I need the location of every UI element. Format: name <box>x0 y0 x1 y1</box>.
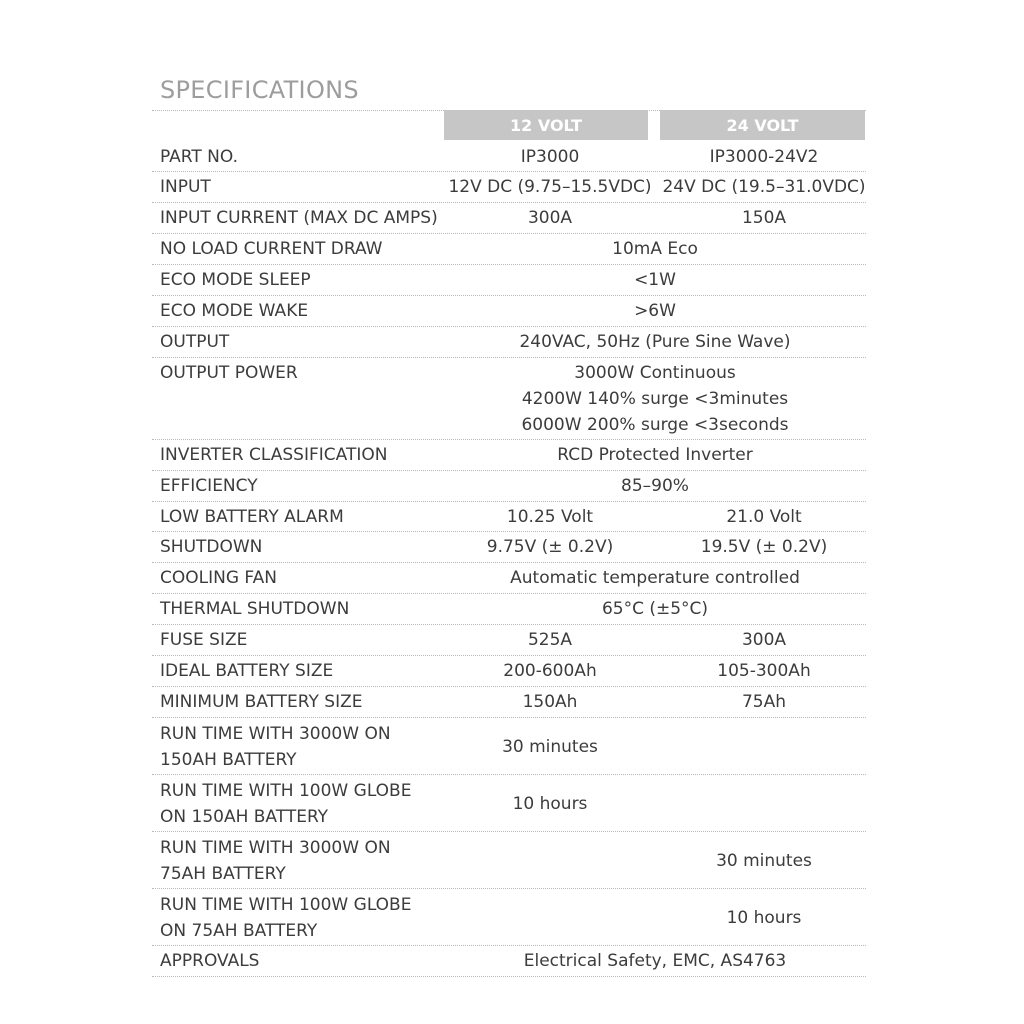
spec-label-line: INVERTER CLASSIFICATION <box>160 445 388 465</box>
spec-label <box>160 473 258 499</box>
spec-row <box>152 656 866 687</box>
spec-label-line: EFFICIENCY <box>160 476 258 496</box>
spec-value-12v <box>446 791 654 817</box>
spec-value-24v <box>660 658 868 684</box>
spec-label-line: ECO MODE SLEEP <box>160 270 311 290</box>
spec-value-both-line: Electrical Safety, EMC, AS4763 <box>523 951 787 971</box>
spec-value-24v-line: 21.0 Volt <box>726 507 802 527</box>
spec-value-both-line: 65°C (±5°C) <box>601 599 709 619</box>
spec-label-line: 75AH BATTERY <box>160 864 286 884</box>
spec-value-24v <box>660 905 868 931</box>
spec-label-line: APPROVALS <box>160 951 260 971</box>
spec-row <box>152 440 866 471</box>
spec-value-both <box>442 596 868 622</box>
spec-label-line: RUN TIME WITH 100W GLOBE <box>160 781 412 801</box>
spec-label-line: OUTPUT <box>160 332 230 352</box>
spec-label-line: RUN TIME WITH 3000W ON <box>160 724 391 744</box>
spec-value-24v-line: 105-300Ah <box>717 661 811 681</box>
spec-value-24v-line: 75Ah <box>741 692 787 712</box>
spec-label <box>160 892 411 944</box>
spec-value-24v <box>660 504 868 530</box>
spec-row <box>152 142 866 172</box>
spec-value-12v-line: 525A <box>527 630 573 650</box>
spec-label <box>160 144 238 170</box>
spec-value-24v <box>660 689 868 715</box>
spec-value-both <box>442 236 868 262</box>
spec-value-12v <box>446 734 654 760</box>
spec-label <box>160 329 229 355</box>
spec-label-line: OUTPUT POWER <box>160 363 298 383</box>
spec-label-line: INPUT <box>160 177 211 197</box>
spec-row <box>152 889 866 946</box>
spec-value-12v <box>446 504 654 530</box>
spec-label-line: IDEAL BATTERY SIZE <box>160 661 334 681</box>
spec-label-line: PART NO. <box>160 147 238 167</box>
spec-value-both <box>442 267 868 293</box>
spec-value-both-line: 10mA Eco <box>612 239 698 259</box>
spec-value-24v <box>660 627 868 653</box>
spec-value-12v-line: 200-600Ah <box>503 661 597 681</box>
spec-row <box>152 832 866 889</box>
spec-label <box>160 565 277 591</box>
spec-row <box>152 358 866 440</box>
spec-value-24v-line: 30 minutes <box>716 851 812 871</box>
spec-row <box>152 234 866 265</box>
spec-value-both-line: RCD Protected Inverter <box>557 445 753 465</box>
spec-value-24v-line: 300A <box>741 630 787 650</box>
spec-value-12v <box>446 205 654 231</box>
spec-label-line: MINIMUM BATTERY SIZE <box>160 692 363 712</box>
spec-row <box>152 563 866 594</box>
spec-value-12v-line: 300A <box>527 208 573 228</box>
spec-row <box>152 471 866 502</box>
spec-value-both <box>442 360 868 438</box>
spec-value-both-line: Automatic temperature controlled <box>510 568 800 588</box>
spec-row <box>152 775 866 832</box>
spec-label-line: ON 75AH BATTERY <box>160 921 318 941</box>
spec-value-24v <box>660 848 868 874</box>
spec-label-line: ECO MODE WAKE <box>160 301 309 321</box>
spec-label <box>160 835 391 887</box>
spec-label-line: NO LOAD CURRENT DRAW <box>160 239 383 259</box>
column-header-24-volt: 24 VOLT <box>660 110 865 140</box>
spec-label <box>160 298 308 324</box>
spec-value-12v <box>446 689 654 715</box>
spec-label <box>160 504 344 530</box>
spec-value-12v-line: 10 hours <box>512 794 588 814</box>
spec-value-both-line: 240VAC, 50Hz (Pure Sine Wave) <box>519 332 791 352</box>
spec-value-12v-line: 30 minutes <box>502 737 598 757</box>
spec-row <box>152 946 866 977</box>
spec-label <box>160 267 311 293</box>
spec-label-line: ON 150AH BATTERY <box>160 807 329 827</box>
spec-label <box>160 948 259 974</box>
spec-value-12v-line: IP3000 <box>520 147 580 167</box>
spec-row <box>152 172 866 203</box>
spec-label <box>160 174 211 200</box>
spec-value-24v <box>660 205 868 231</box>
spec-label-line: SHUTDOWN <box>160 537 263 557</box>
spec-value-24v-line: 150A <box>741 208 787 228</box>
spec-value-both-line: 85–90% <box>621 476 689 496</box>
spec-value-both <box>442 565 868 591</box>
spec-value-12v-line: 9.75V (± 0.2V) <box>486 537 614 557</box>
spec-label <box>160 627 247 653</box>
spec-label-line: RUN TIME WITH 3000W ON <box>160 838 391 858</box>
spec-value-12v-line: 12V DC (9.75–15.5VDC) <box>448 177 652 197</box>
spec-value-12v <box>446 174 654 200</box>
spec-label <box>160 658 333 684</box>
spec-value-12v-line: 10.25 Volt <box>506 507 594 527</box>
spec-label-line: INPUT CURRENT (MAX DC AMPS) <box>160 208 438 228</box>
spec-value-both-line: <1W <box>634 270 676 290</box>
column-header-12-volt: 12 VOLT <box>444 110 648 140</box>
spec-value-both-line: 3000W Continuous <box>574 363 736 383</box>
spec-label <box>160 236 382 262</box>
page-title: SPECIFICATIONS <box>160 76 359 104</box>
spec-value-both <box>442 329 868 355</box>
spec-label <box>160 596 349 622</box>
spec-row <box>152 327 866 358</box>
spec-value-24v-line: 10 hours <box>726 908 802 928</box>
spec-value-24v-line: 19.5V (± 0.2V) <box>700 537 828 557</box>
spec-value-both <box>442 948 868 974</box>
spec-value-12v <box>446 658 654 684</box>
spec-value-both-line: 4200W 140% surge <3minutes <box>521 389 789 409</box>
spec-value-24v <box>660 534 868 560</box>
spec-row <box>152 502 866 532</box>
spec-label-line: 150AH BATTERY <box>160 750 297 770</box>
spec-value-24v-line: 24V DC (19.5–31.0VDC) <box>662 177 866 197</box>
spec-row <box>152 687 866 718</box>
spec-label <box>160 360 298 386</box>
spec-value-12v <box>446 627 654 653</box>
spec-label-line: RUN TIME WITH 100W GLOBE <box>160 895 412 915</box>
spec-row <box>152 718 866 775</box>
spec-row <box>152 203 866 234</box>
spec-label <box>160 778 411 830</box>
spec-value-24v <box>660 144 868 170</box>
spec-label-line: THERMAL SHUTDOWN <box>160 599 350 619</box>
spec-value-24v <box>660 174 868 200</box>
spec-label-line: FUSE SIZE <box>160 630 248 650</box>
spec-value-12v-line: 150Ah <box>522 692 578 712</box>
spec-label <box>160 442 387 468</box>
spec-value-12v <box>446 144 654 170</box>
spec-row <box>152 265 866 296</box>
spec-row <box>152 625 866 656</box>
spec-label <box>160 205 438 231</box>
spec-value-both-line: 6000W 200% surge <3seconds <box>521 415 789 435</box>
spec-value-both <box>442 442 868 468</box>
spec-value-both <box>442 298 868 324</box>
spec-value-12v <box>446 534 654 560</box>
spec-label <box>160 721 391 773</box>
spec-row <box>152 296 866 327</box>
spec-row <box>152 532 866 563</box>
spec-value-both <box>442 473 868 499</box>
spec-label-line: COOLING FAN <box>160 568 277 588</box>
spec-label <box>160 534 262 560</box>
spec-label-line: LOW BATTERY ALARM <box>160 507 344 527</box>
spec-row <box>152 594 866 625</box>
spec-value-both-line: >6W <box>634 301 676 321</box>
spec-value-24v-line: IP3000-24V2 <box>709 147 819 167</box>
spec-label <box>160 689 362 715</box>
